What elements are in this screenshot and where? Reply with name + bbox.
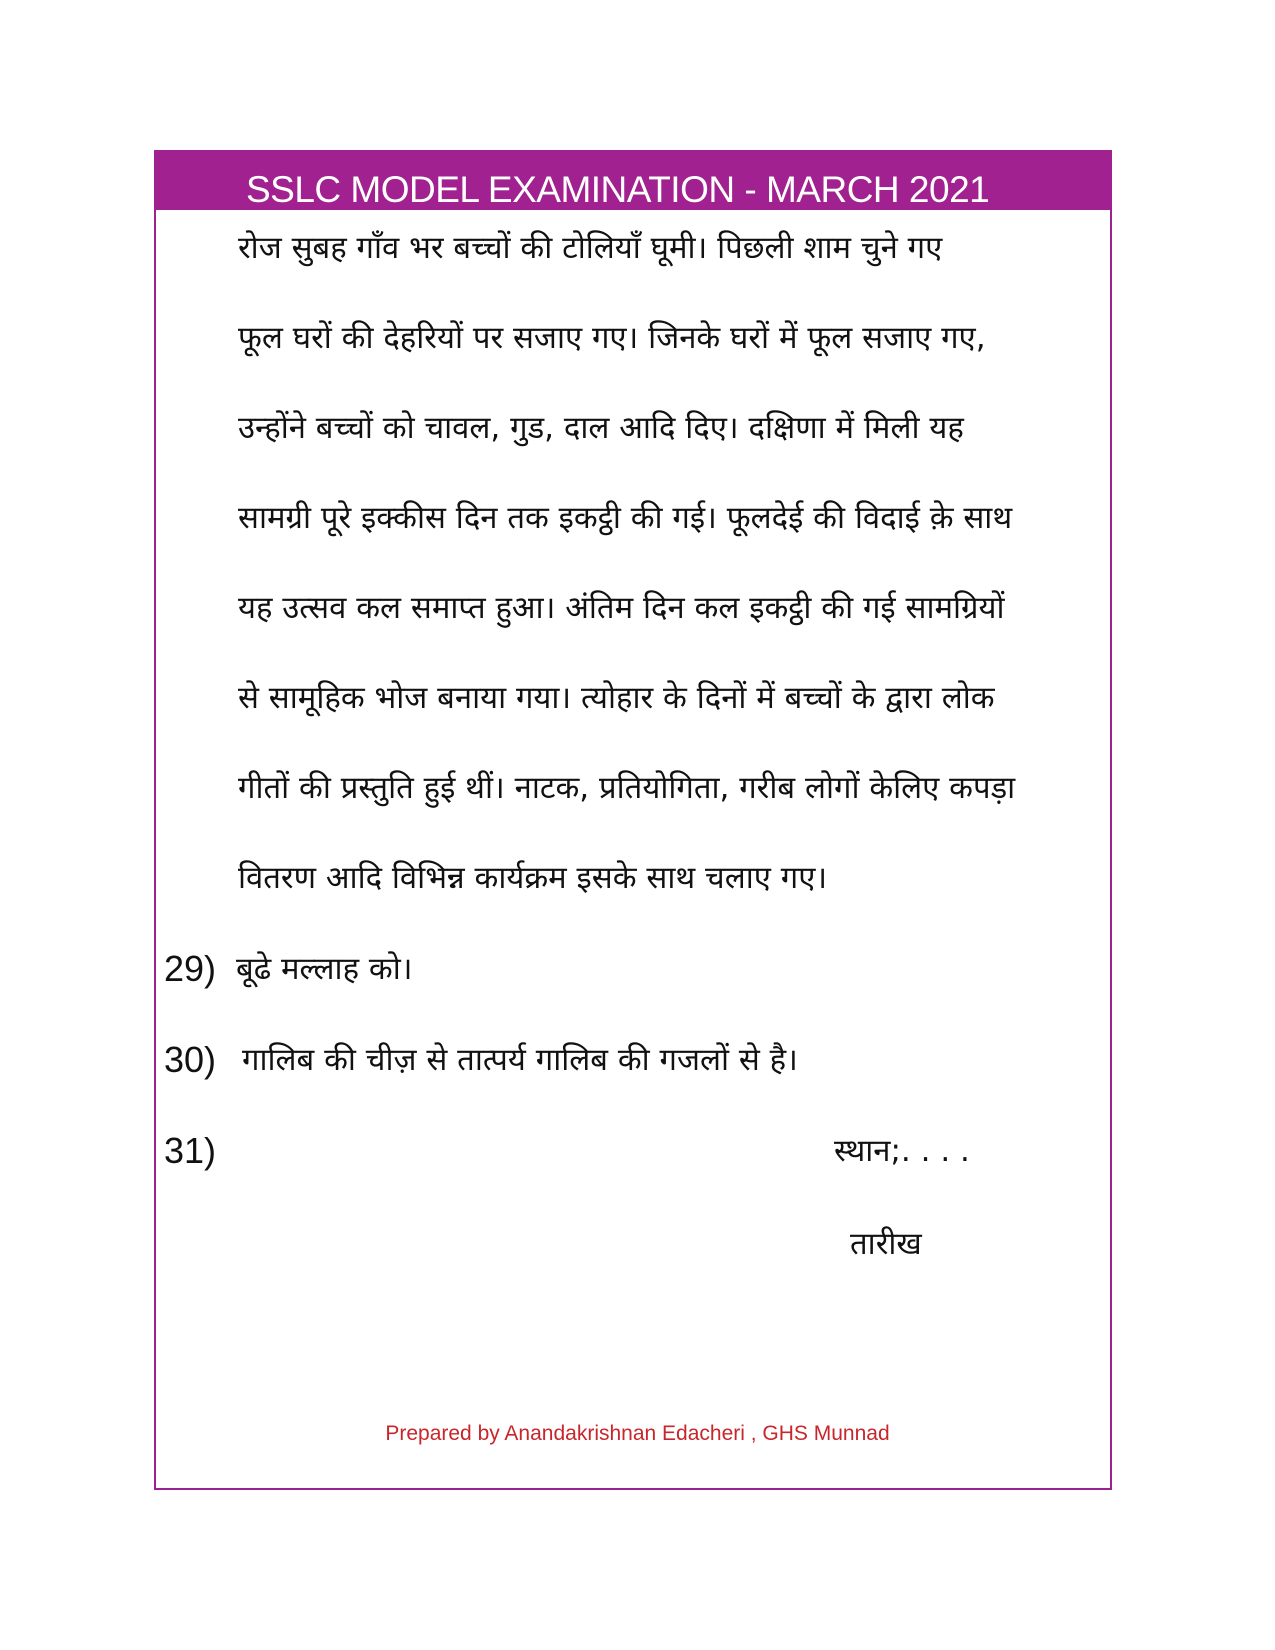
passage-line: गीतों की प्रस्तुति हुई थीं। नाटक, प्रतियोगिता, गरीब लोगों केलिए कपड़ा bbox=[238, 770, 1016, 806]
place-label: स्थान;. . . . bbox=[834, 1133, 970, 1169]
answer-text: बूढे मल्लाह को। bbox=[236, 951, 413, 987]
answer-number: 31) bbox=[164, 1130, 217, 1171]
passage-line: से सामूहिक भोज बनाया गया। त्योहार के दिनों में बच्चों के द्वारा लोक bbox=[238, 680, 995, 716]
answer-number: 30) bbox=[164, 1039, 217, 1080]
exam-title: SSLC MODEL EXAMINATION - MARCH 2021 bbox=[246, 169, 990, 210]
date-label: तारीख bbox=[850, 1226, 922, 1262]
footer-credit: Prepared by Anandakrishnan Edacheri , GHS Munnad bbox=[385, 1422, 890, 1445]
passage-line: वितरण आदि विभिन्न कार्यक्रम इसके साथ चलाए गए। bbox=[238, 860, 828, 896]
answer-number: 29) bbox=[164, 948, 217, 989]
passage-line: उन्होंने बच्चों को चावल, गुड, दाल आदि दिए। दक्षिणा में मिली यह bbox=[238, 410, 964, 446]
answer-text: गालिब की चीज़ से तात्पर्य गालिब की गजलों से है। bbox=[242, 1042, 798, 1078]
passage-line: फूल घरों की देहरियों पर सजाए गए। जिनके घरों में फूल सजाए गए, bbox=[238, 320, 986, 356]
passage-line: सामग्री पूरे इक्कीस दिन तक इकट्ठी की गई। फूलदेई की विदाई क़े साथ bbox=[238, 500, 1013, 536]
passage-line: रोज सुबह गाँव भर बच्चों की टोलियाँ घूमी। पिछली शाम चुने गए bbox=[238, 230, 943, 266]
passage-line: यह उत्सव कल समाप्त हुआ। अंतिम दिन कल इकट्ठी की गई सामग्रियों bbox=[238, 590, 1005, 626]
